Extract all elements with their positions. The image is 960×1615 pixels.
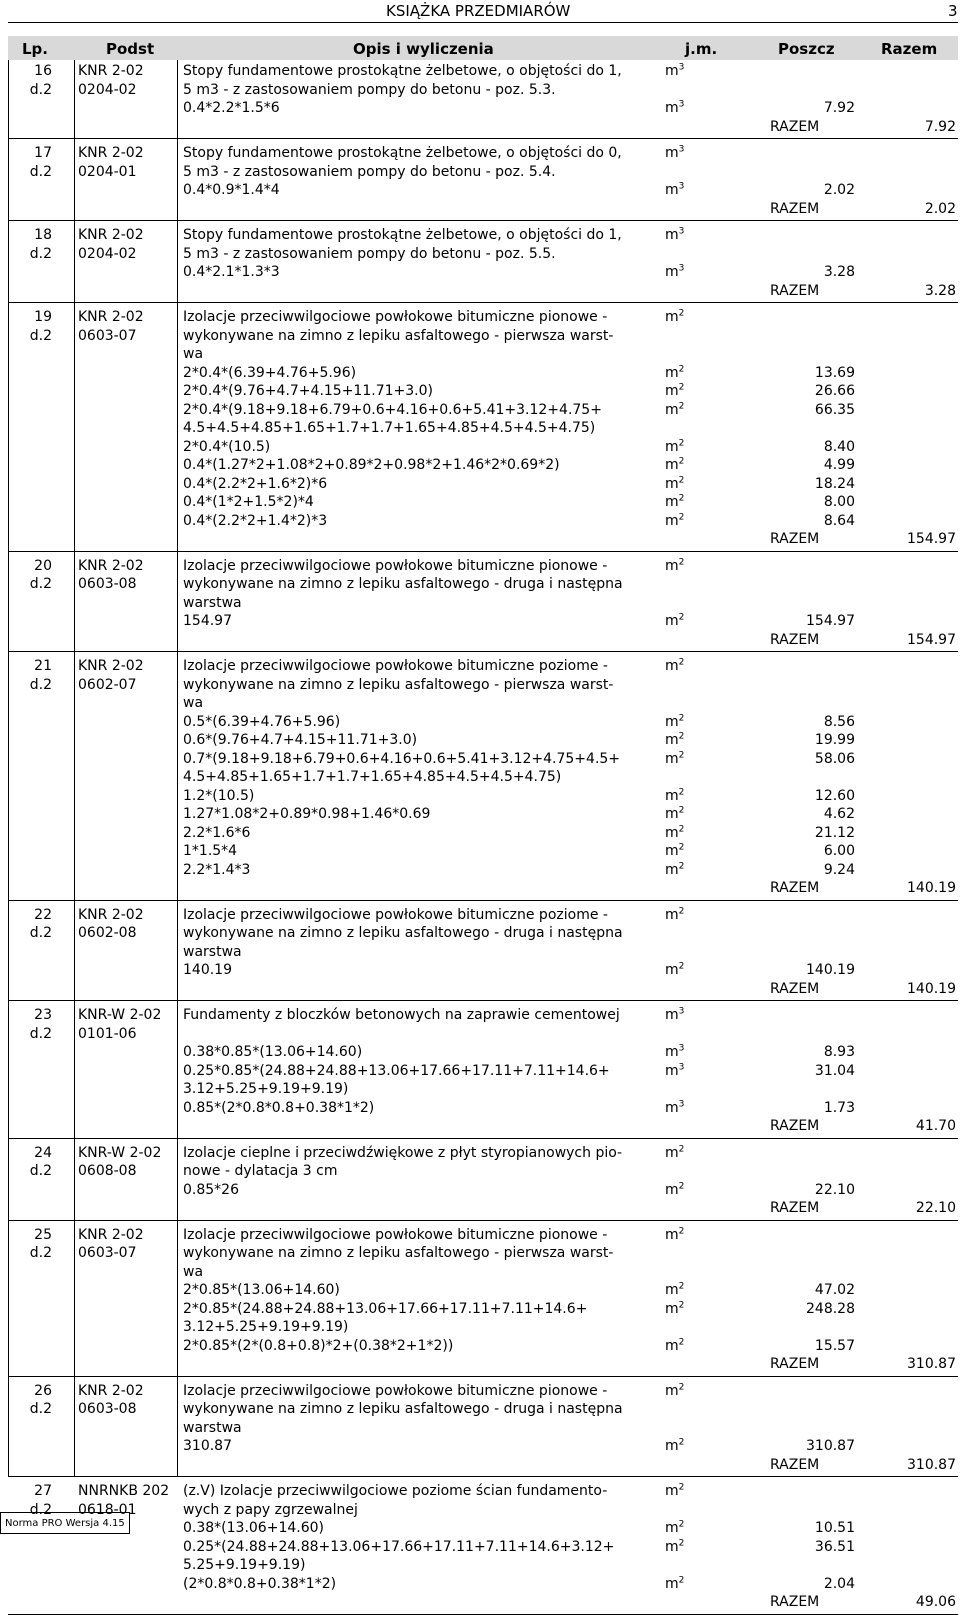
calc-value: 26.66	[814, 383, 855, 399]
item-number: 19	[34, 309, 52, 325]
calc-expression: 2*0.4*(10.5)	[183, 438, 271, 455]
item-podst: KNR 2-02	[78, 1226, 144, 1243]
item-description: Izolacje przeciwwilgociowe powłokowe bitumiczne pionowe -	[183, 1382, 608, 1399]
calc-unit: $m^2$	[665, 805, 685, 822]
row-separator	[8, 900, 958, 901]
item-description: Izolacje przeciwwilgociowe powłokowe bitumiczne pionowe -	[183, 309, 608, 325]
item-podst: KNR 2-02	[78, 906, 144, 923]
item-description: (z.V) Izolacje przeciwwilgociowe poziome ścian fundamento-	[183, 1483, 608, 1499]
item-d: d.2	[29, 327, 52, 344]
calc-expression: 0.4*0.9*1.4*4	[183, 182, 280, 198]
row-separator	[8, 1376, 958, 1377]
calc-expression: 5.25+9.19+9.19)	[183, 1557, 306, 1573]
item-podst: 0618-01	[78, 1501, 137, 1518]
item-description: wych z papy zgrzewalnej	[183, 1501, 358, 1518]
calc-unit: $m^2$	[665, 1437, 685, 1454]
header-divider	[8, 22, 958, 23]
razem-label: RAZEM	[770, 1118, 820, 1134]
col-opis-header: Opis i wyliczenia	[353, 40, 494, 58]
item-podst: KNR 2-02	[78, 1382, 144, 1399]
calc-value: 8.64	[823, 512, 855, 529]
calc-value: 248.28	[806, 1300, 855, 1317]
calc-expression: 3.12+5.25+9.19+9.19)	[183, 1319, 349, 1335]
item-description: wykonywane na zimno z lepiku asfaltowego - druga i następna	[183, 1401, 623, 1417]
calc-value: 47.02	[814, 1282, 855, 1298]
calc-value: 22.10	[814, 1181, 855, 1198]
item-total: 140.19	[907, 980, 956, 997]
item-number: 23	[34, 1007, 52, 1023]
calc-expression: 0.4*2.2*1.5*6	[183, 100, 280, 116]
item-d: d.2	[29, 1025, 52, 1042]
item-total: 140.19	[907, 880, 956, 896]
item-d: d.2	[29, 1163, 52, 1179]
calc-value: 58.06	[814, 750, 855, 767]
calc-expression: 2.2*1.6*6	[183, 824, 251, 841]
item-number: 24	[34, 1144, 52, 1161]
item-number: 17	[34, 145, 52, 161]
item-description: wykonywane na zimno z lepiku asfaltowego - druga i następna	[183, 576, 623, 592]
item-description: Izolacje cieplne i przeciwdźwiękowe z płyt styropianowych pio-	[183, 1144, 623, 1161]
calc-value: 66.35	[814, 401, 855, 418]
calc-expression: 0.25*(24.88+24.88+13.06+17.66+17.11+7.11+14.6+3.12+	[183, 1538, 615, 1555]
calc-expression: 4.5+4.5+4.85+1.65+1.7+1.7+1.65+4.85+4.5+4.5+4.75)	[183, 420, 596, 436]
row-separator	[8, 551, 958, 552]
row-separator	[8, 1476, 958, 1477]
item-unit: $m^2$	[665, 657, 685, 674]
col-poszcz-header: Poszcz	[778, 40, 835, 58]
item-total: 2.02	[924, 200, 956, 217]
calc-value: 10.51	[814, 1520, 855, 1536]
razem-label: RAZEM	[770, 880, 820, 896]
calc-expression: 1.27*1.08*2+0.89*0.98+1.46*0.69	[183, 806, 431, 822]
calc-unit: $m^2$	[665, 456, 685, 473]
item-podst: 0101-06	[78, 1025, 137, 1042]
calc-expression: 0.4*2.1*1.3*3	[183, 264, 280, 280]
item-podst: KNR-W 2-02	[78, 1007, 162, 1023]
calc-value: 12.60	[814, 787, 855, 804]
item-total: 49.06	[915, 1594, 956, 1610]
row-separator	[8, 651, 958, 652]
item-description: 5 m3 - z zastosowaniem pompy do betonu - poz. 5.3.	[183, 81, 556, 98]
item-d: d.2	[29, 1245, 52, 1261]
page-number: 3	[948, 2, 958, 20]
calc-unit: $m^2$	[665, 612, 685, 629]
item-podst: KNR-W 2-02	[78, 1144, 162, 1161]
calc-expression: 2*0.85*(24.88+24.88+13.06+17.66+17.11+7.11+14.6+	[183, 1300, 588, 1317]
razem-label: RAZEM	[770, 1456, 820, 1473]
razem-label: RAZEM	[770, 980, 820, 997]
calc-expression: 0.6*(9.76+4.7+4.15+11.71+3.0)	[183, 732, 418, 748]
item-podst: 0602-07	[78, 676, 137, 693]
calc-value: 7.92	[823, 100, 855, 116]
calc-expression: 140.19	[183, 962, 232, 978]
item-description: Izolacje przeciwwilgociowe powłokowe bitumiczne poziome -	[183, 906, 608, 923]
calc-unit: $m^3$	[665, 1061, 685, 1079]
footer-version: Norma PRO Wersja 4.15	[0, 1512, 130, 1534]
calc-unit: $m^3$	[665, 263, 685, 280]
item-description: warstwa	[183, 1419, 242, 1436]
calc-unit: $m^2$	[665, 382, 685, 399]
item-description: 5 m3 - z zastosowaniem pompy do betonu - poz. 5.4.	[183, 163, 556, 180]
item-total: 310.87	[907, 1356, 956, 1372]
calc-unit: $m^3$	[665, 1043, 685, 1060]
calc-value: 9.24	[823, 861, 855, 878]
row-separator	[8, 138, 958, 139]
col-jm-header: j.m.	[685, 40, 718, 58]
item-description: wykonywane na zimno z lepiku asfaltowego - pierwsza warst-	[183, 1245, 614, 1261]
item-podst: KNR 2-02	[78, 557, 144, 574]
razem-label: RAZEM	[770, 1200, 820, 1216]
calc-expression: 2*0.4*(9.76+4.7+4.15+11.71+3.0)	[183, 383, 433, 399]
calc-expression: 4.5+4.85+1.65+1.7+1.7+1.65+4.85+4.5+4.5+4.75)	[183, 769, 562, 785]
razem-label: RAZEM	[770, 1356, 820, 1372]
calc-unit: $m^3$	[665, 1098, 685, 1116]
calc-value: 2.04	[823, 1575, 855, 1592]
item-d: d.2	[29, 163, 52, 180]
item-unit: $m^3$	[665, 226, 685, 243]
item-number: 22	[34, 906, 52, 923]
calc-value: 8.00	[823, 494, 855, 510]
calc-value: 31.04	[814, 1062, 855, 1079]
item-total: 41.70	[915, 1118, 956, 1134]
item-description: warstwa	[183, 594, 242, 611]
item-total: 310.87	[907, 1456, 956, 1473]
calc-expression: 1*1.5*4	[183, 843, 238, 859]
calc-expression: 0.4*(2.2*2+1.4*2)*3	[183, 512, 328, 529]
item-number: 20	[34, 557, 52, 574]
row-separator	[8, 1138, 958, 1139]
item-unit: $m^2$	[665, 1225, 685, 1243]
calc-value: 18.24	[814, 475, 855, 492]
calc-unit: $m^2$	[665, 1299, 685, 1317]
calc-value: 2.02	[823, 182, 855, 198]
item-description: wa	[183, 346, 204, 362]
calc-expression: 0.85*(2*0.8*0.8+0.38*1*2)	[183, 1099, 375, 1116]
item-description: Stopy fundamentowe prostokątne żelbetowe, o objętości do 1,	[183, 63, 622, 79]
calc-expression: 2*0.4*(9.18+9.18+6.79+0.6+4.16+0.6+5.41+3.12+4.75+	[183, 401, 602, 418]
item-d: d.2	[29, 1501, 52, 1518]
calc-unit: $m^2$	[665, 731, 685, 748]
item-description: wykonywane na zimno z lepiku asfaltowego - pierwsza warst-	[183, 676, 614, 693]
item-description: wa	[183, 695, 204, 711]
item-description: Izolacje przeciwwilgociowe powłokowe bitumiczne poziome -	[183, 658, 608, 674]
row-separator	[8, 1220, 958, 1221]
column-header-row	[8, 36, 958, 60]
item-unit: $m^3$	[665, 62, 685, 79]
calc-unit: $m^2$	[665, 1537, 685, 1555]
calc-unit: $m^2$	[665, 437, 685, 455]
item-podst: 0608-08	[78, 1163, 137, 1179]
item-podst: KNR 2-02	[78, 145, 144, 161]
calc-value: 21.12	[814, 824, 855, 841]
item-number: 27	[34, 1483, 52, 1499]
item-number: 18	[34, 227, 52, 243]
row-separator	[8, 220, 958, 221]
calc-unit: $m^2$	[665, 511, 685, 529]
item-description: wa	[183, 1263, 204, 1280]
calc-unit: $m^2$	[665, 961, 685, 978]
calc-unit: $m^2$	[665, 1281, 685, 1298]
calc-value: 8.93	[823, 1044, 855, 1060]
col-lp-header: Lp.	[22, 40, 48, 58]
calc-unit: $m^2$	[665, 786, 685, 804]
calc-value: 1.73	[823, 1099, 855, 1116]
calc-unit: $m^3$	[665, 181, 685, 198]
item-description: wykonywane na zimno z lepiku asfaltowego - pierwsza warst-	[183, 327, 614, 344]
calc-value: 140.19	[806, 962, 855, 978]
item-total: 3.28	[924, 282, 956, 299]
calc-expression: 2*0.4*(6.39+4.76+5.96)	[183, 364, 357, 381]
item-d: d.2	[29, 245, 52, 262]
item-description: Stopy fundamentowe prostokątne żelbetowe, o objętości do 1,	[183, 227, 622, 243]
calc-value: 36.51	[814, 1538, 855, 1555]
item-total: 154.97	[907, 631, 956, 648]
item-unit: $m^2$	[665, 556, 685, 574]
item-podst: 0603-07	[78, 1245, 137, 1261]
calc-value: 8.56	[823, 713, 855, 730]
item-podst: 0204-02	[78, 81, 137, 98]
item-unit: $m^2$	[665, 1381, 685, 1399]
item-number: 21	[34, 658, 52, 674]
item-description: Fundamenty z bloczków betonowych na zaprawie cementowej	[183, 1007, 620, 1023]
item-podst: NNRNKB 202	[78, 1483, 170, 1499]
calc-expression: 0.38*0.85*(13.06+14.60)	[183, 1044, 363, 1060]
calc-unit: $m^2$	[665, 1180, 685, 1198]
item-description: wykonywane na zimno z lepiku asfaltowego - druga i następna	[183, 925, 623, 941]
razem-label: RAZEM	[770, 200, 820, 217]
calc-value: 3.28	[823, 264, 855, 280]
calc-unit: $m^3$	[665, 99, 685, 116]
calc-unit: $m^2$	[665, 842, 685, 859]
calc-value: 154.97	[806, 613, 855, 629]
calc-value: 13.69	[814, 364, 855, 381]
row-separator	[8, 1000, 958, 1001]
calc-expression: 0.4*(2.2*2+1.6*2)*6	[183, 475, 328, 492]
calc-value: 19.99	[814, 732, 855, 748]
calc-expression: 0.4*(1.27*2+1.08*2+0.89*2+0.98*2+1.46*2*0.69*2)	[183, 457, 560, 473]
calc-value: 4.62	[823, 806, 855, 822]
item-description: 5 m3 - z zastosowaniem pompy do betonu - poz. 5.5.	[183, 245, 556, 262]
razem-label: RAZEM	[770, 282, 820, 299]
item-d: d.2	[29, 576, 52, 592]
calc-value: 15.57	[814, 1337, 855, 1354]
calc-unit: $m^2$	[665, 400, 685, 418]
item-number: 25	[34, 1226, 52, 1243]
calc-expression: 0.7*(9.18+9.18+6.79+0.6+4.16+0.6+5.41+3.12+4.75+4.5+	[183, 750, 621, 767]
item-d: d.2	[29, 1401, 52, 1417]
calc-expression: 1.2*(10.5)	[183, 787, 255, 804]
item-description: Izolacje przeciwwilgociowe powłokowe bitumiczne pionowe -	[183, 1226, 608, 1243]
calc-unit: $m^2$	[665, 860, 685, 878]
calc-unit: $m^2$	[665, 749, 685, 767]
calc-expression: 0.38*(13.06+14.60)	[183, 1520, 324, 1536]
calc-value: 6.00	[823, 843, 855, 859]
item-podst: 0204-02	[78, 245, 137, 262]
item-description: warstwa	[183, 943, 242, 960]
page-title: KSIĄŻKA PRZEDMIARÓW	[386, 2, 571, 20]
calc-expression: 2*0.85*(13.06+14.60)	[183, 1282, 340, 1298]
item-unit: $m^2$	[665, 1143, 685, 1161]
calc-expression: 310.87	[183, 1438, 232, 1454]
item-description: Stopy fundamentowe prostokątne żelbetowe, o objętości do 0,	[183, 145, 622, 161]
calc-expression: (2*0.8*0.8+0.38*1*2)	[183, 1575, 337, 1592]
calc-expression: 154.97	[183, 613, 232, 629]
col-podst-header: Podst	[106, 40, 155, 58]
calc-value: 4.99	[823, 457, 855, 473]
item-d: d.2	[29, 81, 52, 98]
calc-unit: $m^2$	[665, 1574, 685, 1592]
item-d: d.2	[29, 676, 52, 693]
calc-expression: 2.2*1.4*3	[183, 861, 251, 878]
item-podst: KNR 2-02	[78, 309, 144, 325]
item-unit: $m^3$	[665, 144, 685, 161]
calc-unit: $m^2$	[665, 1336, 685, 1354]
calc-expression: 0.5*(6.39+4.76+5.96)	[183, 713, 341, 730]
item-podst: 0602-08	[78, 925, 137, 941]
row-separator	[8, 1614, 958, 1615]
calc-expression: 0.85*26	[183, 1181, 239, 1198]
item-total: 154.97	[907, 531, 956, 547]
item-podst: KNR 2-02	[78, 63, 144, 79]
razem-label: RAZEM	[770, 118, 820, 135]
item-description: Izolacje przeciwwilgociowe powłokowe bitumiczne pionowe -	[183, 557, 608, 574]
calc-value: 8.40	[823, 438, 855, 455]
col-razem-header: Razem	[881, 40, 938, 58]
razem-label: RAZEM	[770, 1594, 820, 1610]
item-podst: 0603-08	[78, 1401, 137, 1417]
calc-unit: $m^2$	[665, 823, 685, 841]
calc-unit: $m^2$	[665, 474, 685, 492]
razem-label: RAZEM	[770, 531, 820, 547]
calc-unit: $m^2$	[665, 1519, 685, 1536]
calc-expression: 0.4*(1*2+1.5*2)*4	[183, 494, 314, 510]
item-podst: 0603-07	[78, 327, 137, 344]
item-podst: 0204-01	[78, 163, 137, 180]
item-podst: KNR 2-02	[78, 658, 144, 674]
item-podst: 0603-08	[78, 576, 137, 592]
item-unit: $m^2$	[665, 905, 685, 923]
razem-label: RAZEM	[770, 631, 820, 648]
item-number: 16	[34, 63, 52, 79]
calc-expression: 2*0.85*(2*(0.8+0.8)*2+(0.38*2+1*2))	[183, 1337, 454, 1354]
item-unit: $m^3$	[665, 1006, 685, 1023]
item-number: 26	[34, 1382, 52, 1399]
calc-expression: 3.12+5.25+9.19+9.19)	[183, 1081, 349, 1097]
item-unit: $m^2$	[665, 308, 685, 325]
calc-unit: $m^2$	[665, 363, 685, 381]
item-description: nowe - dylatacja 3 cm	[183, 1163, 338, 1179]
calc-expression: 0.25*0.85*(24.88+24.88+13.06+17.66+17.11+7.11+14.6+	[183, 1062, 610, 1079]
row-separator	[8, 302, 958, 303]
calc-value: 310.87	[806, 1438, 855, 1454]
calc-unit: $m^2$	[665, 493, 685, 510]
item-total: 7.92	[924, 118, 956, 135]
calc-unit: $m^2$	[665, 712, 685, 730]
item-d: d.2	[29, 925, 52, 941]
item-unit: $m^2$	[665, 1482, 685, 1499]
item-podst: KNR 2-02	[78, 227, 144, 243]
item-total: 22.10	[915, 1200, 956, 1216]
